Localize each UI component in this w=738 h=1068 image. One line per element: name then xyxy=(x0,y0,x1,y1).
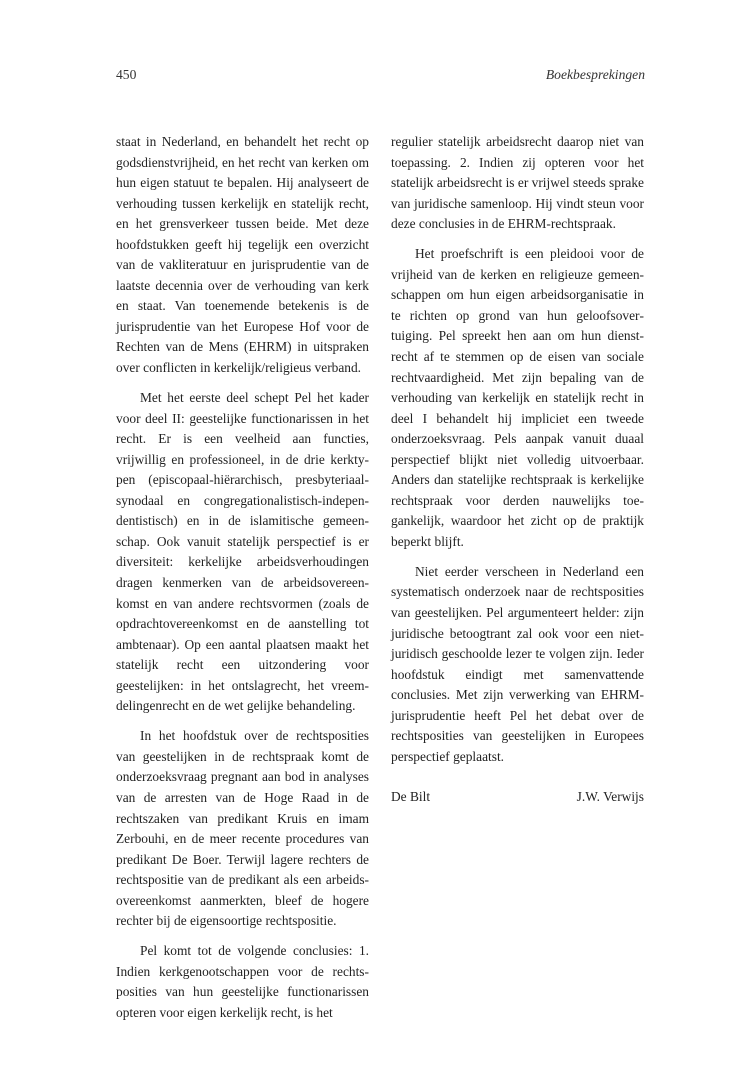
left-column xyxy=(116,132,369,1023)
paragraph: Niet eerder verscheen in Nederland een systematisch onderzoek naar de rechtsposities van geestelijken. Pel argumenteert helder: zijn juridische betoogtrant zal ook voor een niet-juridisch geschoolde lezer te volgen zijn. Ieder hoofdstuk eindigt met samenvattende conclusies. Met zijn verwerking van EHRM-jurisprudentie heeft Pel het debat over de rechtsposities van geestelijken in Europees perspectief geplaatst. xyxy=(391,563,644,764)
paragraph: staat in Nederland, en behandelt het recht op godsdienstvrijheid, en het recht van kerken om hun eigen statuut te bepalen. Hij analyseert de verhouding tussen kerkelijk en statelijk recht, en het grensverkeer tussen beide. Met deze hoofdstukken geeft hij tegelijk een overzicht van de vakliteratuur en jurisprudentie van de laatste decennia over de verhouding van kerk en staat. Van toenemende betekenis is de jurisprudentie van het Europese Hof voor de Rechten van de Mens (EHRM) in uitspraken over conflicten in kerkelijk/religieus verband. xyxy=(116,134,369,376)
signature-place: De Bilt xyxy=(391,789,431,805)
paragraph: Het proefschrift is een pleidooi voor de vrijheid van de kerken en religieuze gemeenschappen om hun eigen arbeidsorganisatie in te richten op grond van hun geloofsovertuiging. Pel spreekt hen aan om hun dienstrecht af te stemmen op de eisen van sociale rechtvaardigheid. Met zijn bepaling van de verhouding van kerkelijk en statelijk recht in deel I behandelt hij impliciet een tweede onderzoeksvraag. Pels aanpak vanuit duaal perspectief blijkt niet volledig uitvoerbaar. Anders dan statelijke rechtspraak is kerkelijke rechtspraak voor derden nauwelijks toegankelijk, waardoor het zicht op de praktijk beperkt blijft. xyxy=(391,246,644,549)
paragraph: Met het eerste deel schept Pel het kader voor deel II: geestelijke functionarissen in het recht. Er is een veelheid aan functies, vrijwillig en professioneel, in de drie kerktypen (episcopaal-hiërarchisch, presbyteriaal-synodaal en congregationalistisch-independentistisch) en in de islamitische gemeenschap. Ook vanuit statelijk perspectief is er diversiteit: kerkelijke arbeidsverhoudingen dragen kenmerken van de arbeidsovereenkomst en van andere rechtsvormen (zoals de opdrachtovereenkomst en de aanstelling tot ambtenaar). Op een aantal plaatsen maakt het statelijk recht een uitzondering voor geestelijken: in het ontslagrecht, het vreemdelingenrecht en de wet gelijke behandeling. xyxy=(116,390,369,714)
paragraph: regulier statelijk arbeidsrecht daarop niet van toepassing. 2. Indien zij opteren voor het statelijk arbeidsrecht is er vrijwel steeds sprake van juridische samenloop. Hij vindt steun voor deze conclusies in de EHRM-rechtspraak. xyxy=(391,134,644,232)
running-head: Boekbesprekingen xyxy=(545,67,645,82)
signature-line xyxy=(391,787,644,808)
signature-author: J.W. Verwijs xyxy=(576,789,644,805)
paragraph: In het hoofdstuk over de rechtsposities van geestelijken in de rechtspraak komt de onderzoeksvraag pregnant aan bod in analyses van de arresten van de Hoge Raad in de rechtszaken van predikant Kruis en imam Zerbouhi, en de meer recente procedures van predikant De Boer. Terwijl lagere rechters de rechtspositie van de predikant als een arbeidsovereenkomst aanmerkten, bleef de hogere rechter bij de eigensoortige rechtspositie. xyxy=(116,728,369,929)
right-column xyxy=(391,132,644,808)
paragraph: Pel komt tot de volgende conclusies: 1. Indien kerkgenootschappen voor de rechtsposities van hun geestelijke functionarissen opteren voor eigen kerkelijk recht, is het xyxy=(116,943,369,1020)
page-number: 450 xyxy=(116,67,137,82)
